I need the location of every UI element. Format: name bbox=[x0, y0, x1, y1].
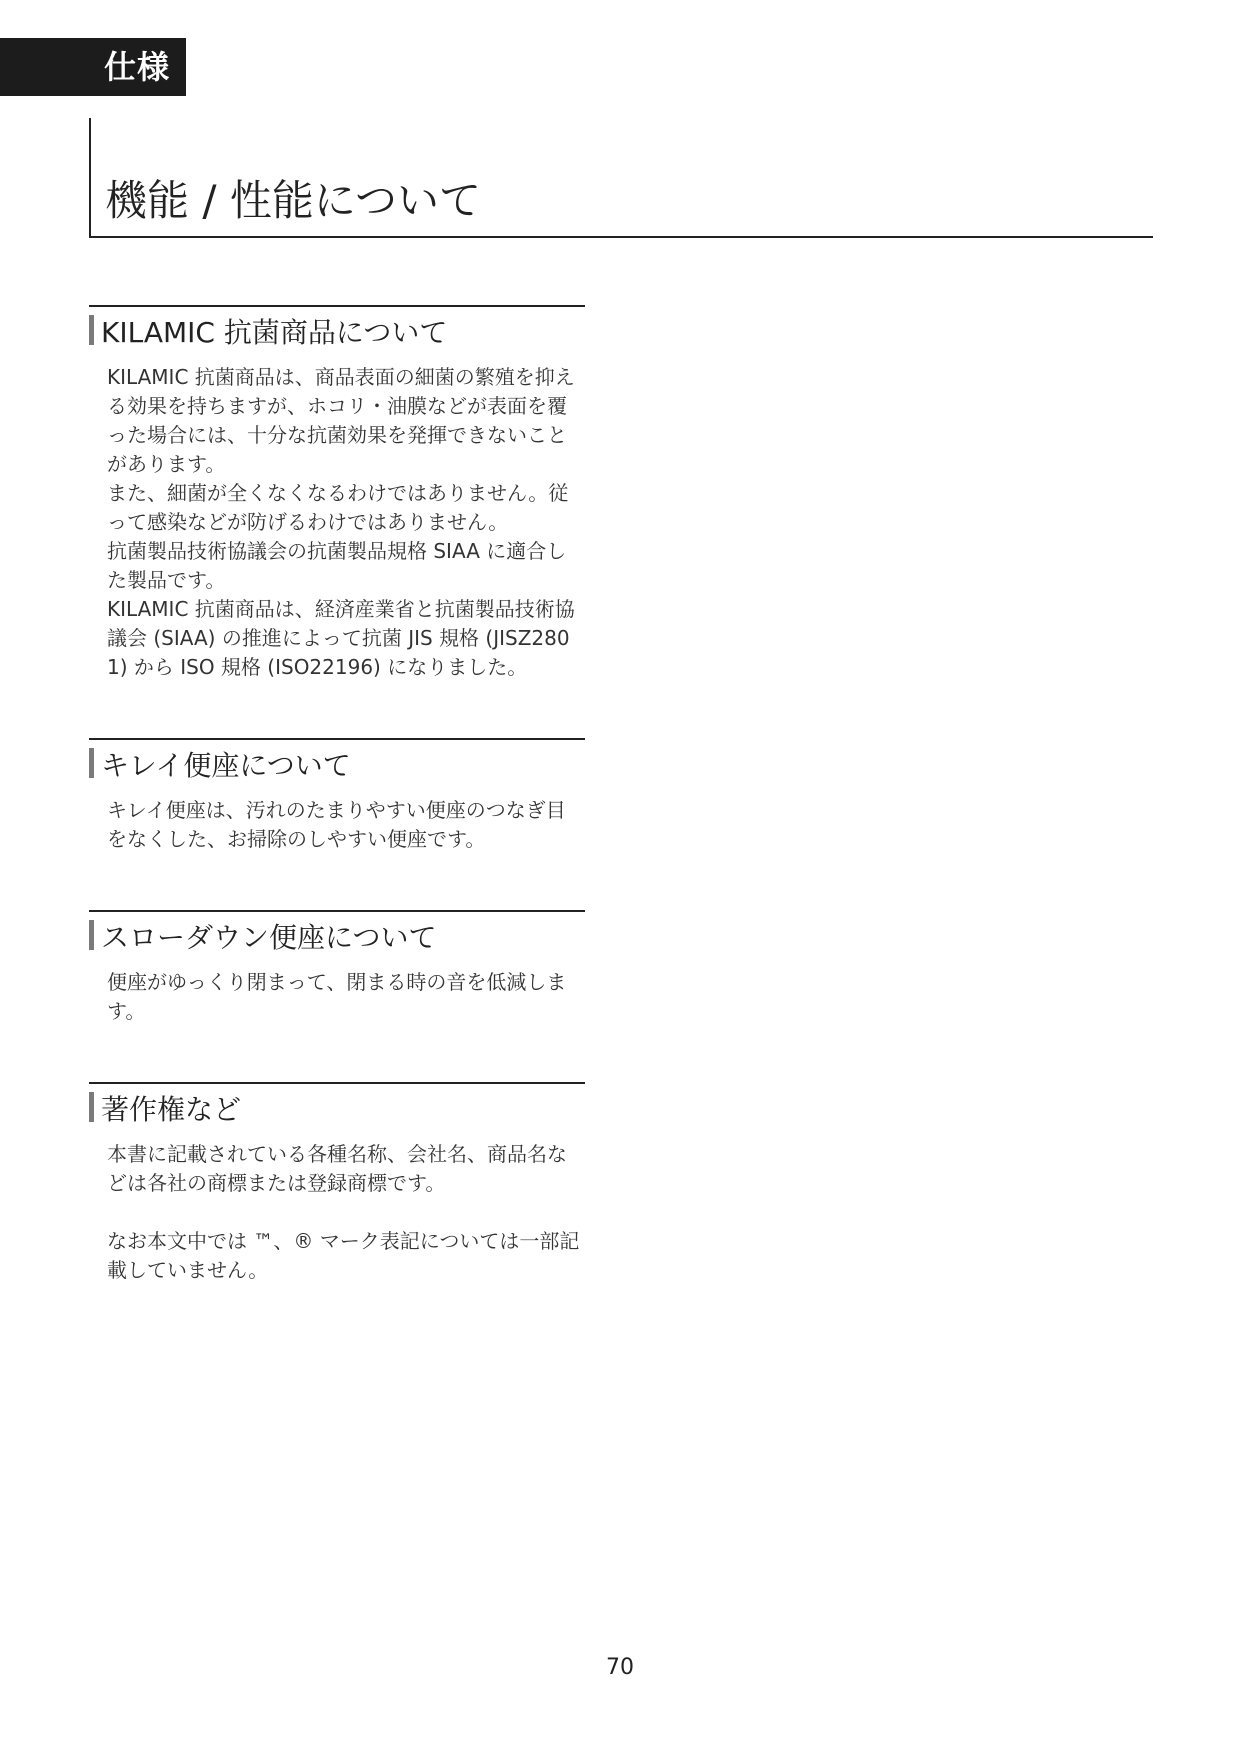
heading-marker bbox=[89, 920, 94, 950]
section-tab-label: 仕様 bbox=[104, 48, 171, 86]
section-heading bbox=[89, 1082, 585, 1126]
paragraph: また、細菌が全くなくなるわけではありません。従って感染などが防げるわけではありません。 bbox=[107, 481, 569, 534]
paragraph: KILAMIC 抗菌商品は、経済産業省と抗菌製品技術協議会 (SIAA) の推進によって抗菌 JIS 規格 (JISZ2801) から ISO 規格 (ISO22196) になりました。 bbox=[107, 597, 575, 679]
section-body bbox=[89, 1140, 585, 1285]
paragraph: キレイ便座は、汚れのたまりやすい便座のつなぎ目をなくした、お掃除のしやすい便座です。 bbox=[107, 798, 566, 851]
page-title-block bbox=[89, 118, 1153, 238]
section-heading-text: スローダウン便座について bbox=[101, 921, 437, 954]
heading-marker bbox=[89, 1092, 94, 1122]
section-heading bbox=[89, 305, 585, 349]
section-copyright bbox=[89, 1082, 585, 1285]
heading-marker bbox=[89, 748, 94, 778]
paragraph: 便座がゆっくり閉まって、閉まる時の音を低減します。 bbox=[107, 970, 567, 1023]
section-heading-text: 著作権など bbox=[101, 1093, 242, 1126]
section-slowdown-benza bbox=[89, 910, 585, 1026]
section-heading-text: キレイ便座について bbox=[101, 749, 351, 782]
heading-marker bbox=[89, 315, 94, 345]
paragraph: 本書に記載されている各種名称、会社名、商品名などは各社の商標または登録商標です。 bbox=[107, 1142, 567, 1195]
section-kilamic bbox=[89, 305, 585, 682]
page-number: 70 bbox=[606, 1655, 634, 1680]
section-heading bbox=[89, 910, 585, 954]
section-heading-text: KILAMIC 抗菌商品について bbox=[101, 316, 448, 349]
paragraph: 抗菌製品技術協議会の抗菌製品規格 SIAA に適合した製品です。 bbox=[107, 539, 567, 592]
section-kirei-benza bbox=[89, 738, 585, 854]
section-body bbox=[89, 968, 585, 1026]
page-title: 機能 / 性能について bbox=[105, 176, 482, 225]
paragraph: なお本文中では ™、® マーク表記については一部記載していません。 bbox=[107, 1229, 580, 1282]
section-body bbox=[89, 363, 585, 682]
paragraph: KILAMIC 抗菌商品は、商品表面の細菌の繁殖を抑える効果を持ちますが、ホコリ・油膜などが表面を覆った場合には、十分な抗菌効果を発揮できないことがあります。 bbox=[107, 365, 575, 476]
section-tab bbox=[0, 38, 186, 96]
content-column bbox=[89, 305, 585, 1341]
section-heading bbox=[89, 738, 585, 782]
section-body bbox=[89, 796, 585, 854]
